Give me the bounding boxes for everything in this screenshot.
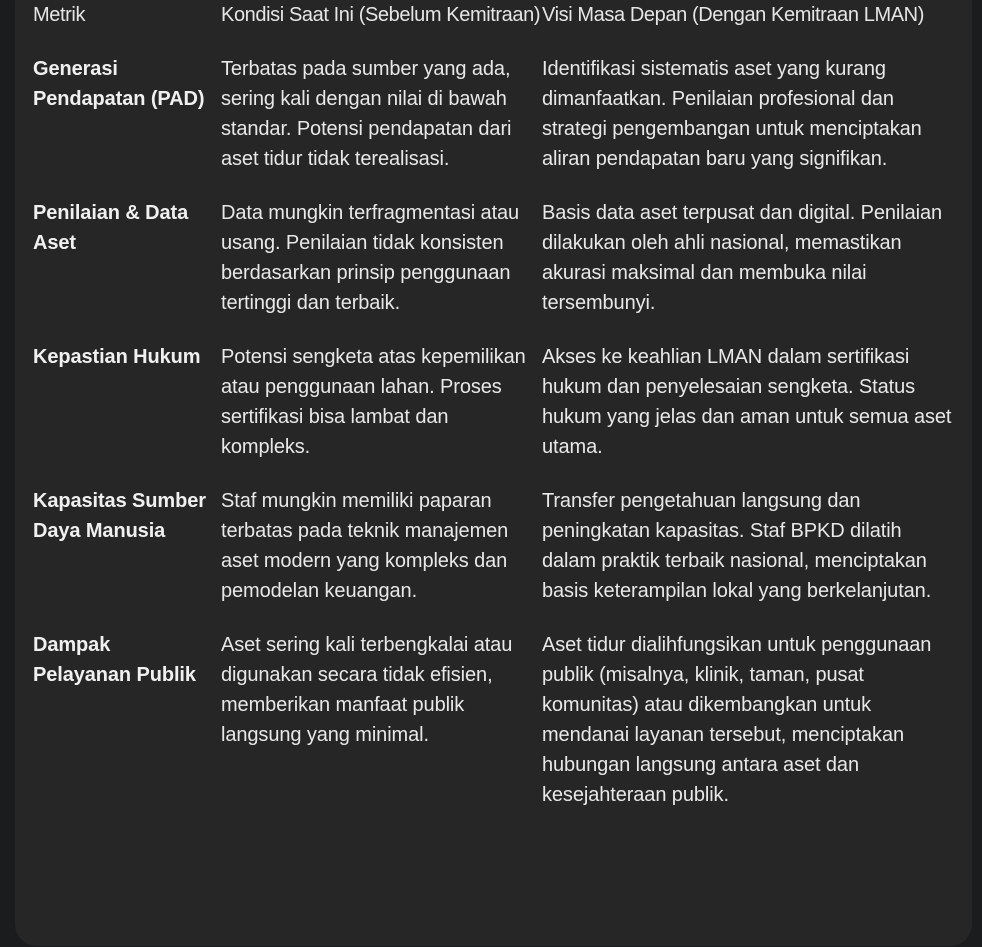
table-row bbox=[33, 630, 953, 834]
table-header-row bbox=[33, 0, 953, 54]
metric-cell: Penilaian & Data Aset bbox=[33, 202, 189, 254]
current-condition-cell: Potensi sengketa atas kepemilikan atau penggunaan lahan. Proses sertifikasi bisa lambat dan kompleks. bbox=[221, 346, 526, 458]
table-row bbox=[33, 486, 953, 630]
metric-cell: Kepastian Hukum bbox=[33, 346, 201, 368]
current-condition-cell: Staf mungkin memiliki paparan terbatas pada teknik manajemen aset modern yang kompleks dan pemodelan keuangan. bbox=[221, 490, 509, 602]
future-vision-cell: Aset tidur dialihfungsikan untuk penggunaan publik (misalnya, klinik, taman, pusat komunitas) atau dikembangkan untuk mendanai layanan tersebut, menciptakan hubungan langsung antara aset dan kesejahteraan publik. bbox=[542, 634, 932, 806]
header-current-condition: Kondisi Saat Ini (Sebelum Kemitraan) bbox=[221, 4, 541, 26]
table-row bbox=[33, 54, 953, 198]
comparison-card bbox=[15, 0, 972, 946]
metric-cell: Dampak Pelayanan Publik bbox=[33, 634, 196, 686]
metric-cell: Generasi Pendapatan (PAD) bbox=[33, 58, 205, 110]
current-condition-cell: Terbatas pada sumber yang ada, sering kali dengan nilai di bawah standar. Potensi pendapatan dari aset tidur tidak terealisasi. bbox=[221, 58, 512, 170]
current-condition-cell: Data mungkin terfragmentasi atau usang. Penilaian tidak konsisten berdasarkan prinsip penggunaan tertinggi dan terbaik. bbox=[221, 202, 520, 314]
table-row bbox=[33, 198, 953, 342]
comparison-table bbox=[33, 0, 953, 834]
future-vision-cell: Identifikasi sistematis aset yang kurang dimanfaatkan. Penilaian profesional dan strategi pengembangan untuk menciptakan aliran pendapatan baru yang signifikan. bbox=[542, 58, 922, 170]
future-vision-cell: Transfer pengetahuan langsung dan peningkatan kapasitas. Staf BPKD dilatih dalam praktik terbaik nasional, menciptakan basis keterampilan lokal yang berkelanjutan. bbox=[542, 490, 932, 602]
table-row bbox=[33, 342, 953, 486]
header-metric: Metrik bbox=[33, 4, 86, 26]
metric-cell: Kapasitas Sumber Daya Manusia bbox=[33, 490, 206, 542]
current-condition-cell: Aset sering kali terbengkalai atau digunakan secara tidak efisien, memberikan manfaat publik langsung yang minimal. bbox=[221, 634, 513, 746]
future-vision-cell: Basis data aset terpusat dan digital. Penilaian dilakukan oleh ahli nasional, memastikan akurasi maksimal dan membuka nilai tersembunyi. bbox=[542, 202, 943, 314]
header-future-vision: Visi Masa Depan (Dengan Kemitraan LMAN) bbox=[542, 4, 924, 26]
future-vision-cell: Akses ke keahlian LMAN dalam sertifikasi hukum dan penyelesaian sengketa. Status hukum yang jelas dan aman untuk semua aset utama. bbox=[542, 346, 952, 458]
